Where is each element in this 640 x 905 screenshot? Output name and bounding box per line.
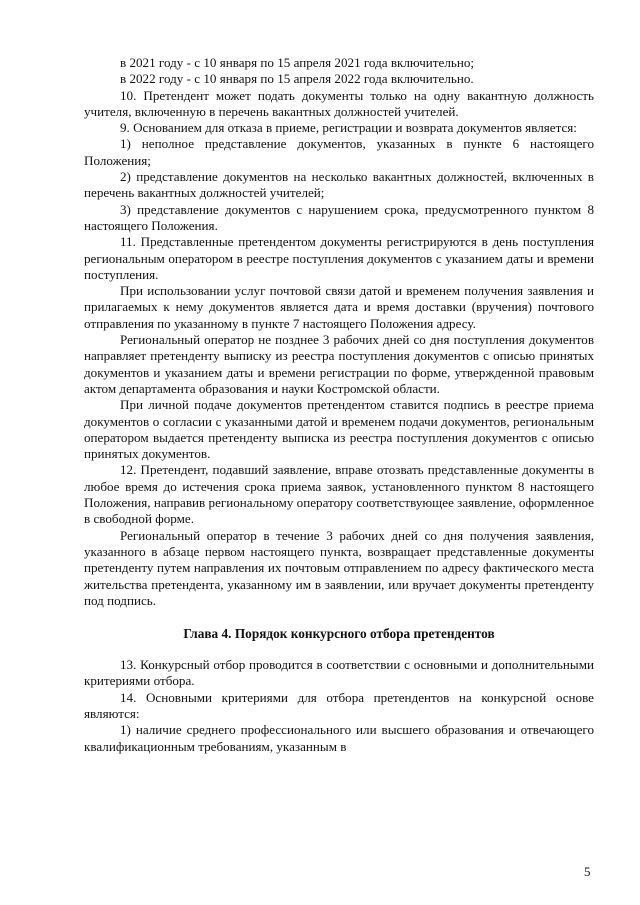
paragraph: При использовании услуг почтовой связи датой и временем получения заявления и прилагаемых к нему документов является дата и время доставки (вручения) почтового отправления по указанному в пункте 7 настоящего Положения адресу. bbox=[84, 283, 594, 331]
page-number: 5 bbox=[584, 864, 591, 879]
paragraph: в 2022 году - с 10 января по 15 апреля 2022 года включительно. bbox=[120, 71, 474, 87]
paragraph: 13. Конкурсный отбор проводится в соответствии с основными и дополнительными критериями отбора. bbox=[84, 657, 594, 689]
paragraph: При личной подаче документов претендентом ставится подпись в реестре приема документов о согласии с указанными датой и временем подачи документов, региональным оператором выдается претенденту выписка из реестра поступления документов с описью принятых документов. bbox=[84, 397, 594, 462]
paragraph: 12. Претендент, подавший заявление, вправе отозвать представленные документы в любое время до истечения срока приема заявок, установленного пунктом 8 настоящего Положения, направив региональному оператору соответствующее заявление, оформленное в свободной форме. bbox=[84, 462, 594, 527]
paragraph: 11. Представленные претендентом документы регистрируются в день поступления региональным оператором в реестре поступления документов с указанием даты и времени поступления. bbox=[84, 234, 594, 282]
document-body bbox=[84, 55, 594, 755]
paragraph: в 2021 году - с 10 января по 15 апреля 2021 года включительно; bbox=[120, 55, 475, 70]
paragraph: 1) неполное представление документов, указанных в пункте 6 настоящего Положения; bbox=[84, 136, 594, 168]
paragraph: 9. Основанием для отказа в приеме, регистрации и возврата документов является: bbox=[120, 120, 577, 136]
paragraph: 14. Основными критериями для отбора претендентов на конкурсной основе являются: bbox=[84, 689, 594, 721]
paragraph: 2) представление документов на несколько вакантных должностей, включенных в перечень вакантных должностей учителей; bbox=[84, 169, 594, 201]
paragraph: Региональный оператор не позднее 3 рабочих дней со дня поступления документов направляет претенденту выписку из реестра поступления документов с описью принятых документов и указанием даты и времени регистрации по форме, утвержденной правовым актом департамента образования и науки Костромской области. bbox=[84, 332, 594, 396]
chapter-heading: Глава 4. Порядок конкурсного отбора претендентов bbox=[183, 626, 495, 642]
paragraph: 3) представление документов с нарушением срока, предусмотренного пунктом 8 настоящего Положения. bbox=[84, 201, 594, 233]
paragraph: 10. Претендент может подать документы только на одну вакантную должность учителя, включенную в перечень вакантных должностей учителей. bbox=[84, 87, 594, 119]
paragraph: 1) наличие среднего профессионального или высшего образования и отвечающего квалификационным требованиям, указанным в bbox=[84, 722, 594, 754]
paragraph: Региональный оператор в течение 3 рабочих дней со дня получения заявления, указанного в абзаце первом настоящего пункта, возвращает представленные документы претенденту путем направления их почтовым отправлением по адресу фактического места жительства претендента, указанному им в заявлении, или вручает документы претенденту под подпись. bbox=[84, 527, 594, 608]
